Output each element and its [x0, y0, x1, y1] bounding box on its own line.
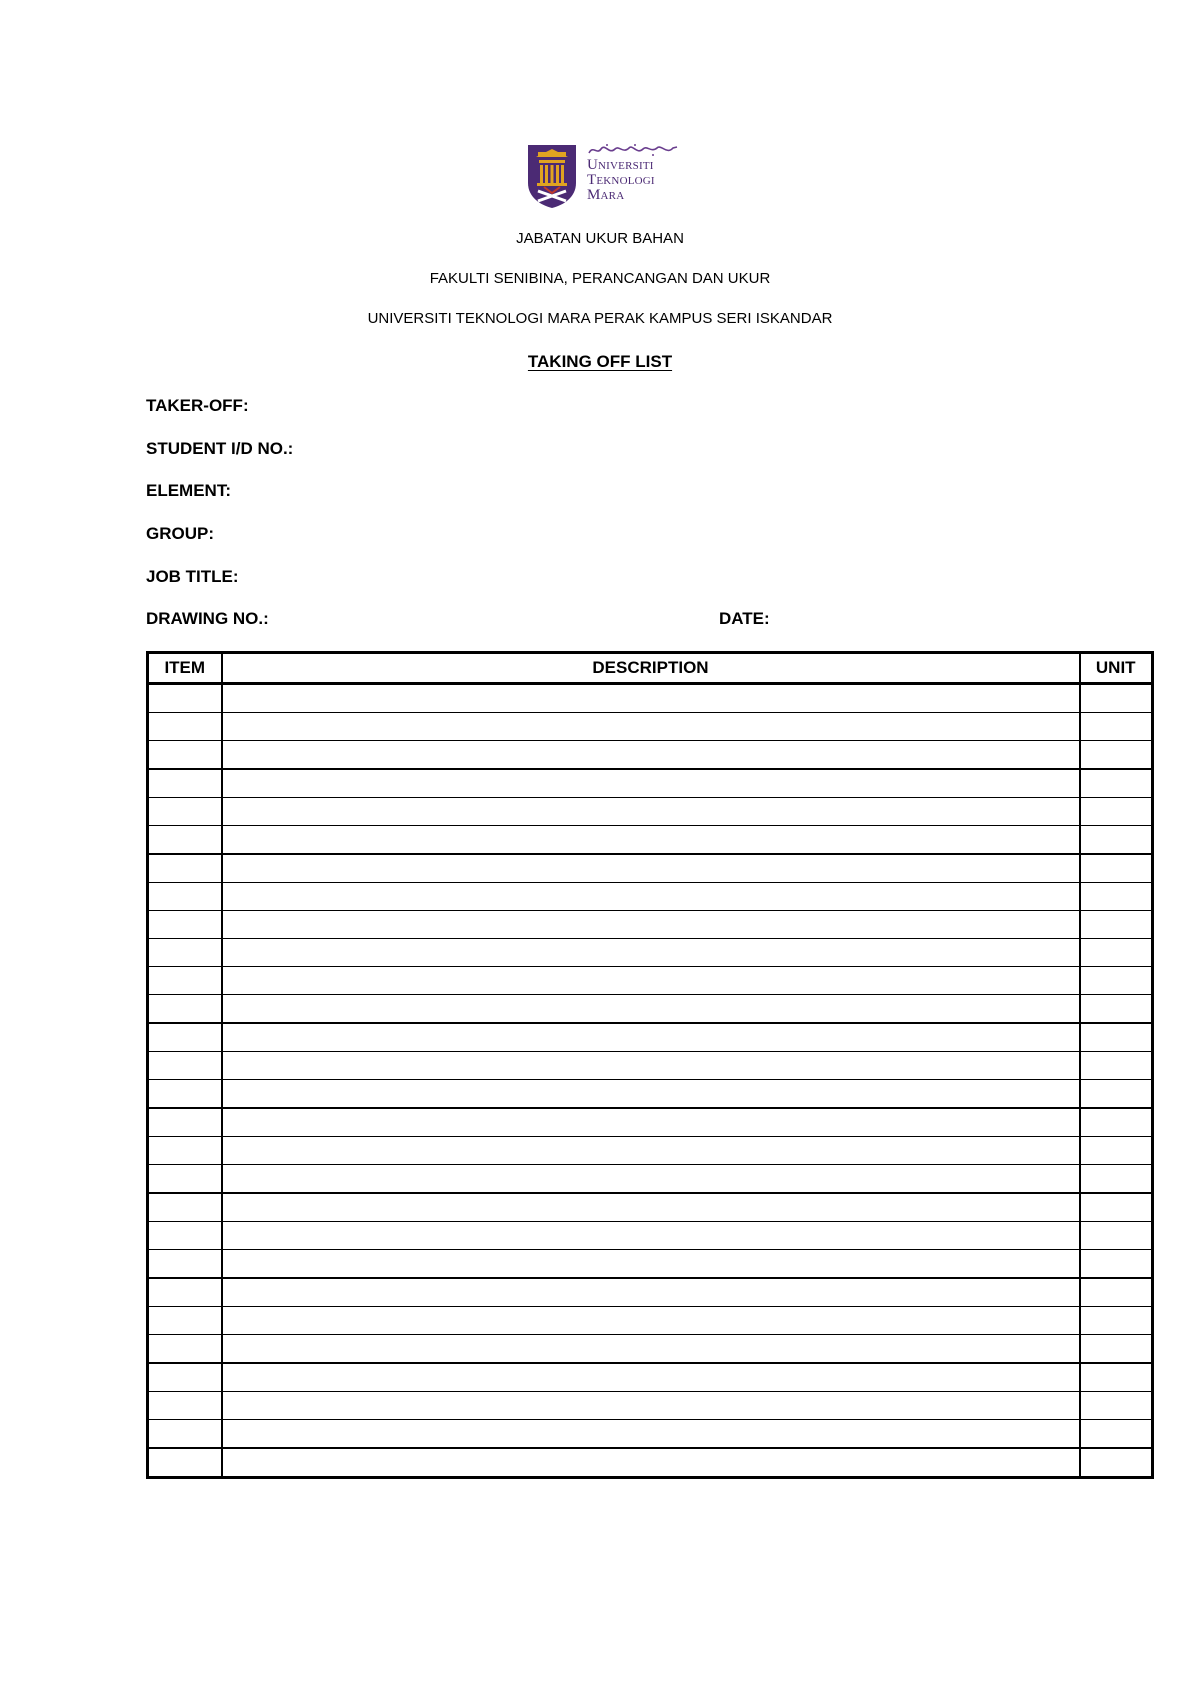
- unit-cell: [1080, 1193, 1153, 1222]
- item-cell: [148, 1307, 222, 1335]
- unit-cell: [1080, 684, 1153, 713]
- item-cell: [148, 1222, 222, 1250]
- item-cell: [148, 769, 222, 798]
- unit-cell: [1080, 1420, 1153, 1449]
- description-cell: [222, 1278, 1080, 1307]
- item-cell: [148, 854, 222, 883]
- description-cell: [222, 741, 1080, 770]
- description-cell: [222, 826, 1080, 855]
- faculty-name: FAKULTI SENIBINA, PERANCANGAN DAN UKUR: [429, 270, 771, 287]
- table-row: [148, 911, 1153, 939]
- taker-off-label: TAKER-OFF:: [146, 396, 249, 415]
- item-cell: [148, 713, 222, 741]
- table-row: [148, 1108, 1153, 1137]
- item-cell: [148, 1080, 222, 1109]
- unit-cell: [1080, 883, 1153, 911]
- unit-cell: [1080, 1137, 1153, 1165]
- job-title-label: JOB TITLE:: [146, 567, 239, 586]
- description-cell: [222, 854, 1080, 883]
- description-cell: [222, 1137, 1080, 1165]
- table-row: [148, 1222, 1153, 1250]
- description-cell: [222, 713, 1080, 741]
- description-cell: [222, 1080, 1080, 1109]
- table-row: [148, 1307, 1153, 1335]
- page-title-text: TAKING OFF LIST: [527, 352, 673, 371]
- description-cell: [222, 883, 1080, 911]
- element-label: ELEMENT:: [146, 481, 231, 500]
- description-cell: [222, 911, 1080, 939]
- department-name: JABATAN UKUR BAHAN: [516, 230, 684, 247]
- description-cell: [222, 1108, 1080, 1137]
- student-id-label: STUDENT I/D NO.:: [146, 439, 294, 458]
- column-header-unit: UNIT: [1080, 653, 1153, 684]
- item-cell: [148, 1363, 222, 1392]
- item-cell: [148, 967, 222, 995]
- unit-cell: [1080, 1023, 1153, 1052]
- unit-cell: [1080, 826, 1153, 855]
- table-row: [148, 798, 1153, 826]
- table-row: [148, 741, 1153, 770]
- unit-cell: [1080, 1448, 1153, 1478]
- item-cell: [148, 939, 222, 967]
- page-title: [0, 352, 1200, 372]
- description-cell: [222, 1250, 1080, 1279]
- taking-off-table: [146, 651, 1154, 1479]
- table-row: [148, 826, 1153, 855]
- description-cell: [222, 939, 1080, 967]
- unit-cell: [1080, 741, 1153, 770]
- item-cell: [148, 1165, 222, 1194]
- description-cell: [222, 1222, 1080, 1250]
- table-row: [148, 1335, 1153, 1364]
- group-label: GROUP:: [146, 524, 214, 543]
- table-row: [148, 1193, 1153, 1222]
- description-cell: [222, 1335, 1080, 1364]
- description-cell: [222, 769, 1080, 798]
- table-row: [148, 967, 1153, 995]
- unit-cell: [1080, 995, 1153, 1024]
- unit-cell: [1080, 769, 1153, 798]
- item-cell: [148, 798, 222, 826]
- unit-cell: [1080, 1108, 1153, 1137]
- item-cell: [148, 1335, 222, 1364]
- table-row: [148, 854, 1153, 883]
- description-cell: [222, 1363, 1080, 1392]
- unit-cell: [1080, 1392, 1153, 1420]
- university-crest-icon: [526, 143, 578, 209]
- description-cell: [222, 1307, 1080, 1335]
- logo-word-universiti: Universiti: [587, 157, 654, 173]
- table-row: [148, 713, 1153, 741]
- table-row: [148, 1363, 1153, 1392]
- table-row: [148, 1023, 1153, 1052]
- description-cell: [222, 1165, 1080, 1194]
- table-row: [148, 1278, 1153, 1307]
- table-body: [148, 684, 1153, 1478]
- unit-cell: [1080, 1222, 1153, 1250]
- item-cell: [148, 741, 222, 770]
- unit-cell: [1080, 1165, 1153, 1194]
- unit-cell: [1080, 1278, 1153, 1307]
- unit-cell: [1080, 911, 1153, 939]
- unit-cell: [1080, 854, 1153, 883]
- unit-cell: [1080, 713, 1153, 741]
- table-row: [148, 684, 1153, 713]
- column-header-item: ITEM: [148, 653, 222, 684]
- item-cell: [148, 1023, 222, 1052]
- item-cell: [148, 1193, 222, 1222]
- table-row: [148, 1165, 1153, 1194]
- item-cell: [148, 1250, 222, 1279]
- logo-word-teknologi: Teknologi: [587, 172, 655, 188]
- jawi-script-mark: [587, 143, 679, 157]
- description-cell: [222, 1420, 1080, 1449]
- description-cell: [222, 1052, 1080, 1080]
- unit-cell: [1080, 1052, 1153, 1080]
- item-cell: [148, 1392, 222, 1420]
- item-cell: [148, 883, 222, 911]
- table-row: [148, 939, 1153, 967]
- table-row: [148, 1052, 1153, 1080]
- uitm-logo: [526, 143, 681, 209]
- unit-cell: [1080, 939, 1153, 967]
- logo-wordmark: [587, 143, 679, 203]
- logo-word-mara: Mara: [587, 187, 625, 203]
- unit-cell: [1080, 1307, 1153, 1335]
- item-cell: [148, 911, 222, 939]
- column-header-description: DESCRIPTION: [222, 653, 1080, 684]
- item-cell: [148, 1278, 222, 1307]
- item-cell: [148, 826, 222, 855]
- unit-cell: [1080, 967, 1153, 995]
- unit-cell: [1080, 1363, 1153, 1392]
- date-label: DATE:: [719, 609, 770, 628]
- table-row: [148, 1250, 1153, 1279]
- description-cell: [222, 684, 1080, 713]
- description-cell: [222, 967, 1080, 995]
- item-cell: [148, 995, 222, 1024]
- description-cell: [222, 1193, 1080, 1222]
- item-cell: [148, 1420, 222, 1449]
- item-cell: [148, 1052, 222, 1080]
- drawing-no-label: DRAWING NO.:: [146, 609, 269, 628]
- unit-cell: [1080, 1080, 1153, 1109]
- description-cell: [222, 1023, 1080, 1052]
- table-row: [148, 1448, 1153, 1478]
- item-cell: [148, 1108, 222, 1137]
- table-row: [148, 769, 1153, 798]
- description-cell: [222, 1392, 1080, 1420]
- table-row: [148, 1137, 1153, 1165]
- description-cell: [222, 995, 1080, 1024]
- university-name: UNIVERSITI TEKNOLOGI MARA PERAK KAMPUS SERI ISKANDAR: [367, 310, 833, 327]
- unit-cell: [1080, 1250, 1153, 1279]
- item-cell: [148, 1448, 222, 1478]
- item-cell: [148, 684, 222, 713]
- table-row: [148, 1420, 1153, 1449]
- table-row: [148, 1080, 1153, 1109]
- table-header-row: [148, 653, 1153, 684]
- table-row: [148, 883, 1153, 911]
- table-row: [148, 995, 1153, 1024]
- description-cell: [222, 1448, 1080, 1478]
- unit-cell: [1080, 1335, 1153, 1364]
- item-cell: [148, 1137, 222, 1165]
- description-cell: [222, 798, 1080, 826]
- unit-cell: [1080, 798, 1153, 826]
- table-row: [148, 1392, 1153, 1420]
